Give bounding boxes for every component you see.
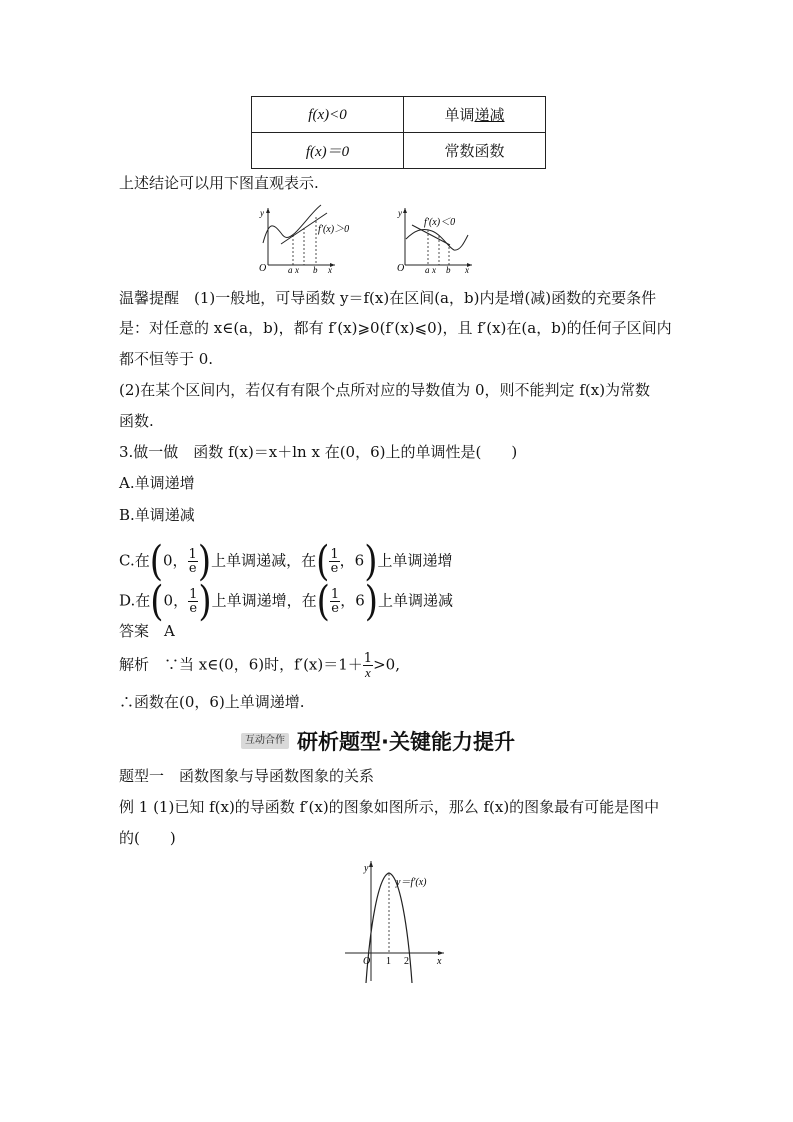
derivative-label: f′(x)＞0	[318, 224, 350, 235]
left-bracket: (	[316, 537, 330, 586]
b-label: b	[446, 265, 451, 273]
tip-line-4: (2)在某个区间内，若仅有有限个点所对应的导数值为 0，则不能判定 f(x)为常数	[119, 381, 651, 399]
a-label: a	[288, 265, 293, 273]
left-bracket: (	[316, 577, 330, 626]
right-bracket: )	[198, 577, 212, 626]
monotonicity-table	[251, 96, 546, 169]
table-cell-result: 常数函数	[404, 133, 546, 169]
fraction: $\frac{1}{e}$	[330, 587, 340, 616]
fraction: $\frac{1}{e}$	[188, 547, 197, 576]
x-mid-label: x	[432, 265, 436, 273]
analysis-line: 解析 ∵当 x∈(0，6)时，f′(x)＝1＋ $\frac{1}{x}$ >0,	[119, 651, 400, 680]
table-cell-result: 单调递减	[404, 97, 546, 133]
table-row	[252, 133, 546, 169]
tip-line-5: 函数.	[119, 412, 154, 430]
type-title: 题型一 函数图象与导函数图象的关系	[119, 767, 375, 785]
option-b: B.单调递减	[119, 506, 195, 524]
tick-label-1: 1	[386, 956, 391, 967]
section-badge: 互动合作	[241, 733, 289, 749]
a-label: a	[425, 265, 430, 273]
tip-line-2: 是：对任意的 x∈(a，b)，都有 f′(x)⩾0(f′(x)⩽0)，且 f′(x)在(a，b)的任何子区间内	[119, 319, 672, 337]
x-axis-label: x	[328, 265, 332, 273]
example-line-2: 的( )	[119, 829, 176, 847]
fraction: $\frac{1}{e}$	[330, 547, 339, 576]
x-mid-label: x	[295, 265, 299, 273]
tangent-line	[412, 225, 450, 245]
y-axis-arrow	[403, 208, 407, 213]
x-axis-label: x	[465, 265, 469, 273]
b-label: b	[313, 265, 318, 273]
option-d: D.在(0， $\frac{1}{e}$ )上单调递增，在( $\frac{1}{e}$ ，6)上单调递减	[119, 577, 454, 626]
right-bracket: )	[364, 537, 378, 586]
left-bracket: (	[150, 577, 164, 626]
right-bracket: )	[364, 577, 378, 626]
intro-line: 上述结论可以用下图直观表示.	[119, 174, 319, 192]
section-title: 研析题型·关键能力提升	[297, 730, 515, 754]
origin-label: O	[259, 263, 267, 273]
option-c: C.在(0， $\frac{1}{e}$ )上单调递减，在( $\frac{1}{e}$ ，6)上单调递增	[119, 537, 453, 586]
tick-label-2: 2	[404, 956, 409, 967]
tip-line-1: 温馨提醒 (1)一般地，可导函数 y＝f(x)在区间(a，b)内是增(减)函数的充要条件	[119, 289, 657, 307]
figure-decreasing	[392, 203, 482, 273]
curve	[263, 205, 321, 243]
example-line-1: 例 1 (1)已知 f(x)的导函数 f′(x)的图象如图所示，那么 f(x)的图象最有可能是图中	[119, 798, 660, 816]
y-label: y	[364, 863, 369, 874]
fraction: $\frac{1}{x}$	[363, 651, 373, 680]
conclusion-line: ∴函数在(0，6)上单调递增.	[119, 693, 305, 711]
question-stem: 3.做一做 函数 f(x)＝x＋ln x 在(0，6)上的单调性是( )	[119, 443, 518, 461]
x-axis-arrow	[438, 951, 444, 955]
y-label: y	[260, 208, 264, 218]
figure-derivative-graph	[340, 858, 450, 988]
left-bracket: (	[149, 537, 163, 586]
right-bracket: )	[197, 537, 212, 586]
fraction: $\frac{1}{e}$	[189, 587, 198, 616]
x-label: x	[437, 956, 442, 967]
table-cell-condition: f(x)<0	[252, 97, 404, 133]
y-axis-arrow	[266, 208, 270, 213]
derivative-label: f′(x)＜0	[424, 217, 456, 228]
figure-increasing	[255, 203, 370, 273]
table-row	[252, 97, 546, 133]
tip-line-3: 都不恒等于 0.	[119, 350, 214, 368]
curve-label: y＝f′(x)	[396, 877, 427, 888]
y-label: y	[398, 208, 402, 218]
answer-line: 答案 A	[119, 622, 175, 640]
table-cell-condition: f(x)＝0	[252, 133, 404, 169]
option-a: A.单调递增	[119, 474, 195, 492]
curve	[406, 229, 468, 250]
origin-label: O	[397, 263, 405, 273]
y-axis-arrow	[369, 861, 373, 867]
origin-label: O	[363, 956, 371, 967]
